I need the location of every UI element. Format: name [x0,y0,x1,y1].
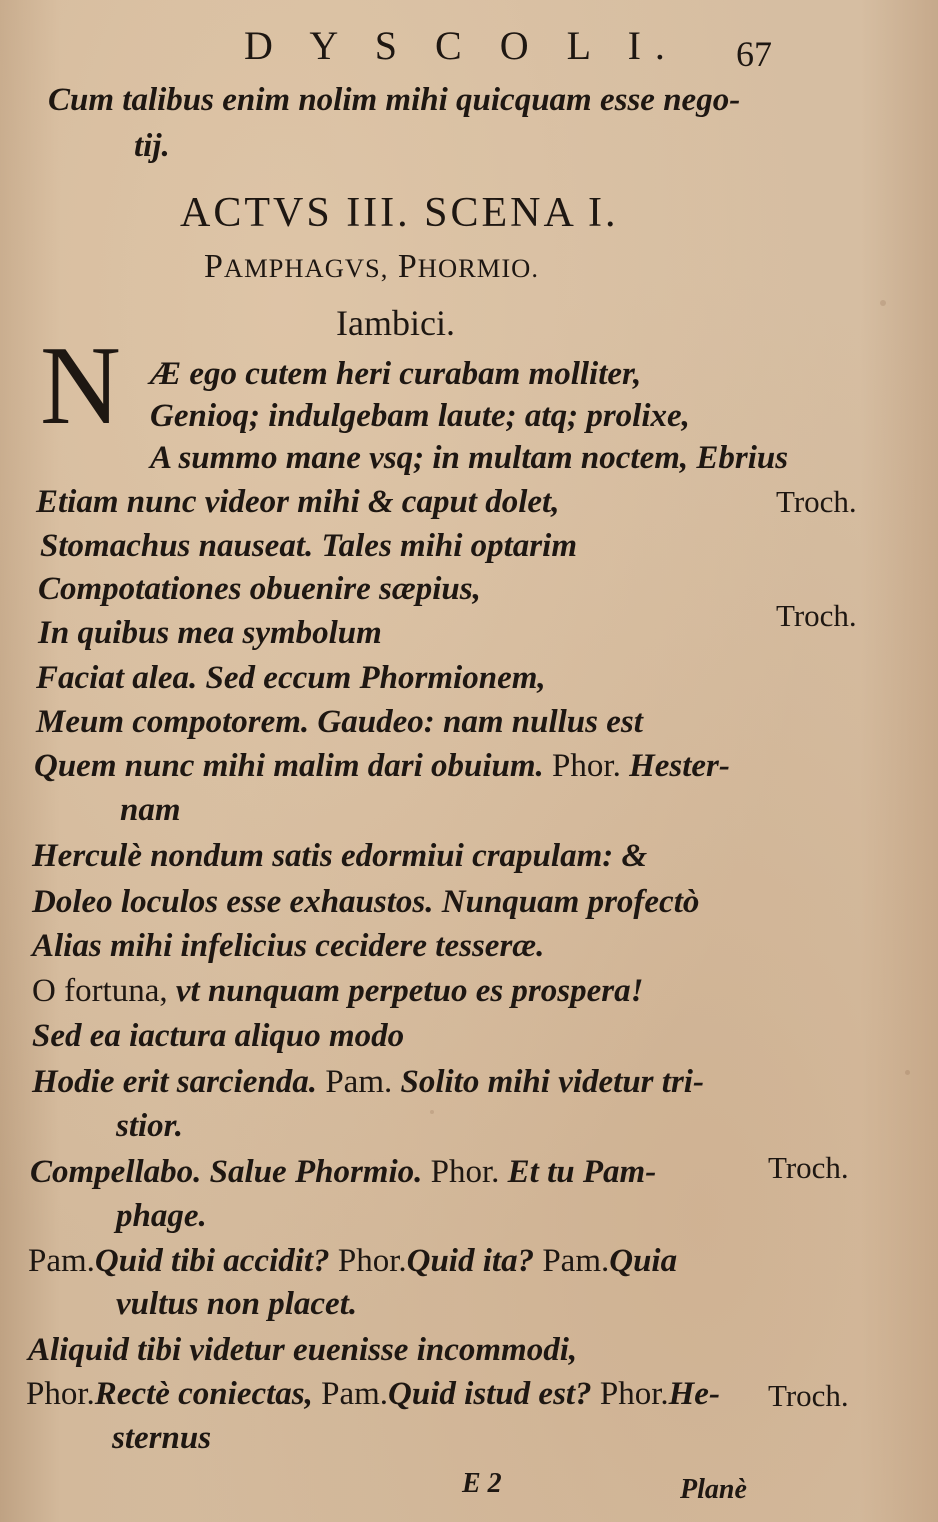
verse-line: stior. [116,1108,183,1144]
verse-text: He- [668,1376,720,1412]
verse-line: vultus non placet. [116,1286,358,1322]
speaker-label: Phor. [430,1154,500,1190]
verse-line: Faciat alea. Sed eccum Phormionem, [36,660,546,696]
person-initial: P [204,248,224,285]
verse-line: Doleo loculos esse exhaustos. Nunquam profectò [32,884,700,920]
text-line: Cum talibus enim nolim mihi quicquam esse nego- [48,82,741,118]
verse-text: Hodie erit sarcienda. [32,1064,318,1100]
verse-line: Compotationes obuenire sæpius, [38,571,481,607]
verse-line: Æ ego cutem heri curabam molliter, [150,356,642,392]
speaker-label: Pam. [542,1243,610,1279]
verse-line: sternus [112,1420,212,1456]
verse-text: Salue Phormio. [209,1154,423,1190]
speaker-label: Pam. [28,1243,95,1279]
verse-text: Quem nunc mihi malim dari obuium. [34,748,544,784]
verse-line: Aliquid tibi videtur euenisse incommodi, [28,1332,578,1368]
paper-stain [880,300,886,306]
verse-line: Sed ea iactura aliquo modo [32,1018,405,1054]
verse-text: Et tu Pam- [507,1154,657,1190]
verse-line [32,975,643,1008]
person-name: HORMIO. [417,253,539,283]
margin-note: Troch. [768,1378,849,1413]
running-title: D Y S C O L I. [244,23,679,68]
person-initial: P [397,248,418,285]
catchword: Planè [680,1474,747,1505]
speaker-label: Phor. [337,1243,407,1279]
verse-text: Quid ita? [406,1243,535,1279]
verse-line: Herculè nondum satis edormiui crapulam: & [32,838,648,874]
person-name: AMPHAGVS, [223,253,389,283]
verse-line [34,750,730,783]
verse-line: Meum compotorem. Gaudeo: nam nullus est [36,704,643,740]
verse-text: Quid tibi accidit? [94,1243,330,1279]
verse-line: In quibus mea symbolum [38,615,382,651]
speaker-label: Phor. [26,1376,95,1412]
paper-stain [905,1070,910,1075]
speaker-label: Pam. [325,1064,393,1100]
dramatis-personae [204,250,539,284]
margin-note: Troch. [768,1150,849,1185]
speaker-label: Phor. [552,748,621,784]
signature-mark: E 2 [462,1468,502,1499]
verse-line: nam [120,792,181,828]
margin-note: Troch. [776,484,857,519]
verse-line [32,1066,704,1099]
verse-line: Etiam nunc videor mihi & caput dolet, [36,484,560,520]
speaker-label: Pam. [321,1376,389,1412]
page-number: 67 [736,34,772,74]
drop-cap: N [40,324,121,448]
paper-stain [430,1110,434,1114]
verse-line [28,1245,677,1278]
verse-line [26,1378,720,1411]
act-scene-heading: ACTVS III. SCENA I. [180,190,619,236]
verse-text: Compellabo. [30,1154,202,1190]
verse-text: vt nunquam perpetuo es prospera! [175,973,644,1009]
verse-text: Solito mihi videtur tri- [400,1064,704,1100]
meter-label: Iambici. [336,303,455,343]
verse-text: Quid istud est? [388,1376,592,1412]
verse-line: Stomachus nauseat. Tales mihi optarim [40,528,577,564]
verse-text: Rectè coniectas, [94,1376,313,1412]
verse-line: phage. [116,1198,207,1234]
verse-text: O fortuna, [32,973,168,1009]
text-line: tij. [134,128,170,164]
verse-text: Quia [609,1243,678,1279]
verse-text: Hester- [629,748,730,784]
margin-note: Troch. [776,598,857,633]
verse-line: A summo mane vsq; in multam noctem, Ebrius [150,440,789,476]
verse-line [30,1156,656,1189]
verse-line: Genioq; indulgebam laute; atq; prolixe, [150,398,690,434]
speaker-label: Phor. [599,1376,669,1412]
verse-line: Alias mihi infelicius cecidere tesseræ. [32,928,545,964]
